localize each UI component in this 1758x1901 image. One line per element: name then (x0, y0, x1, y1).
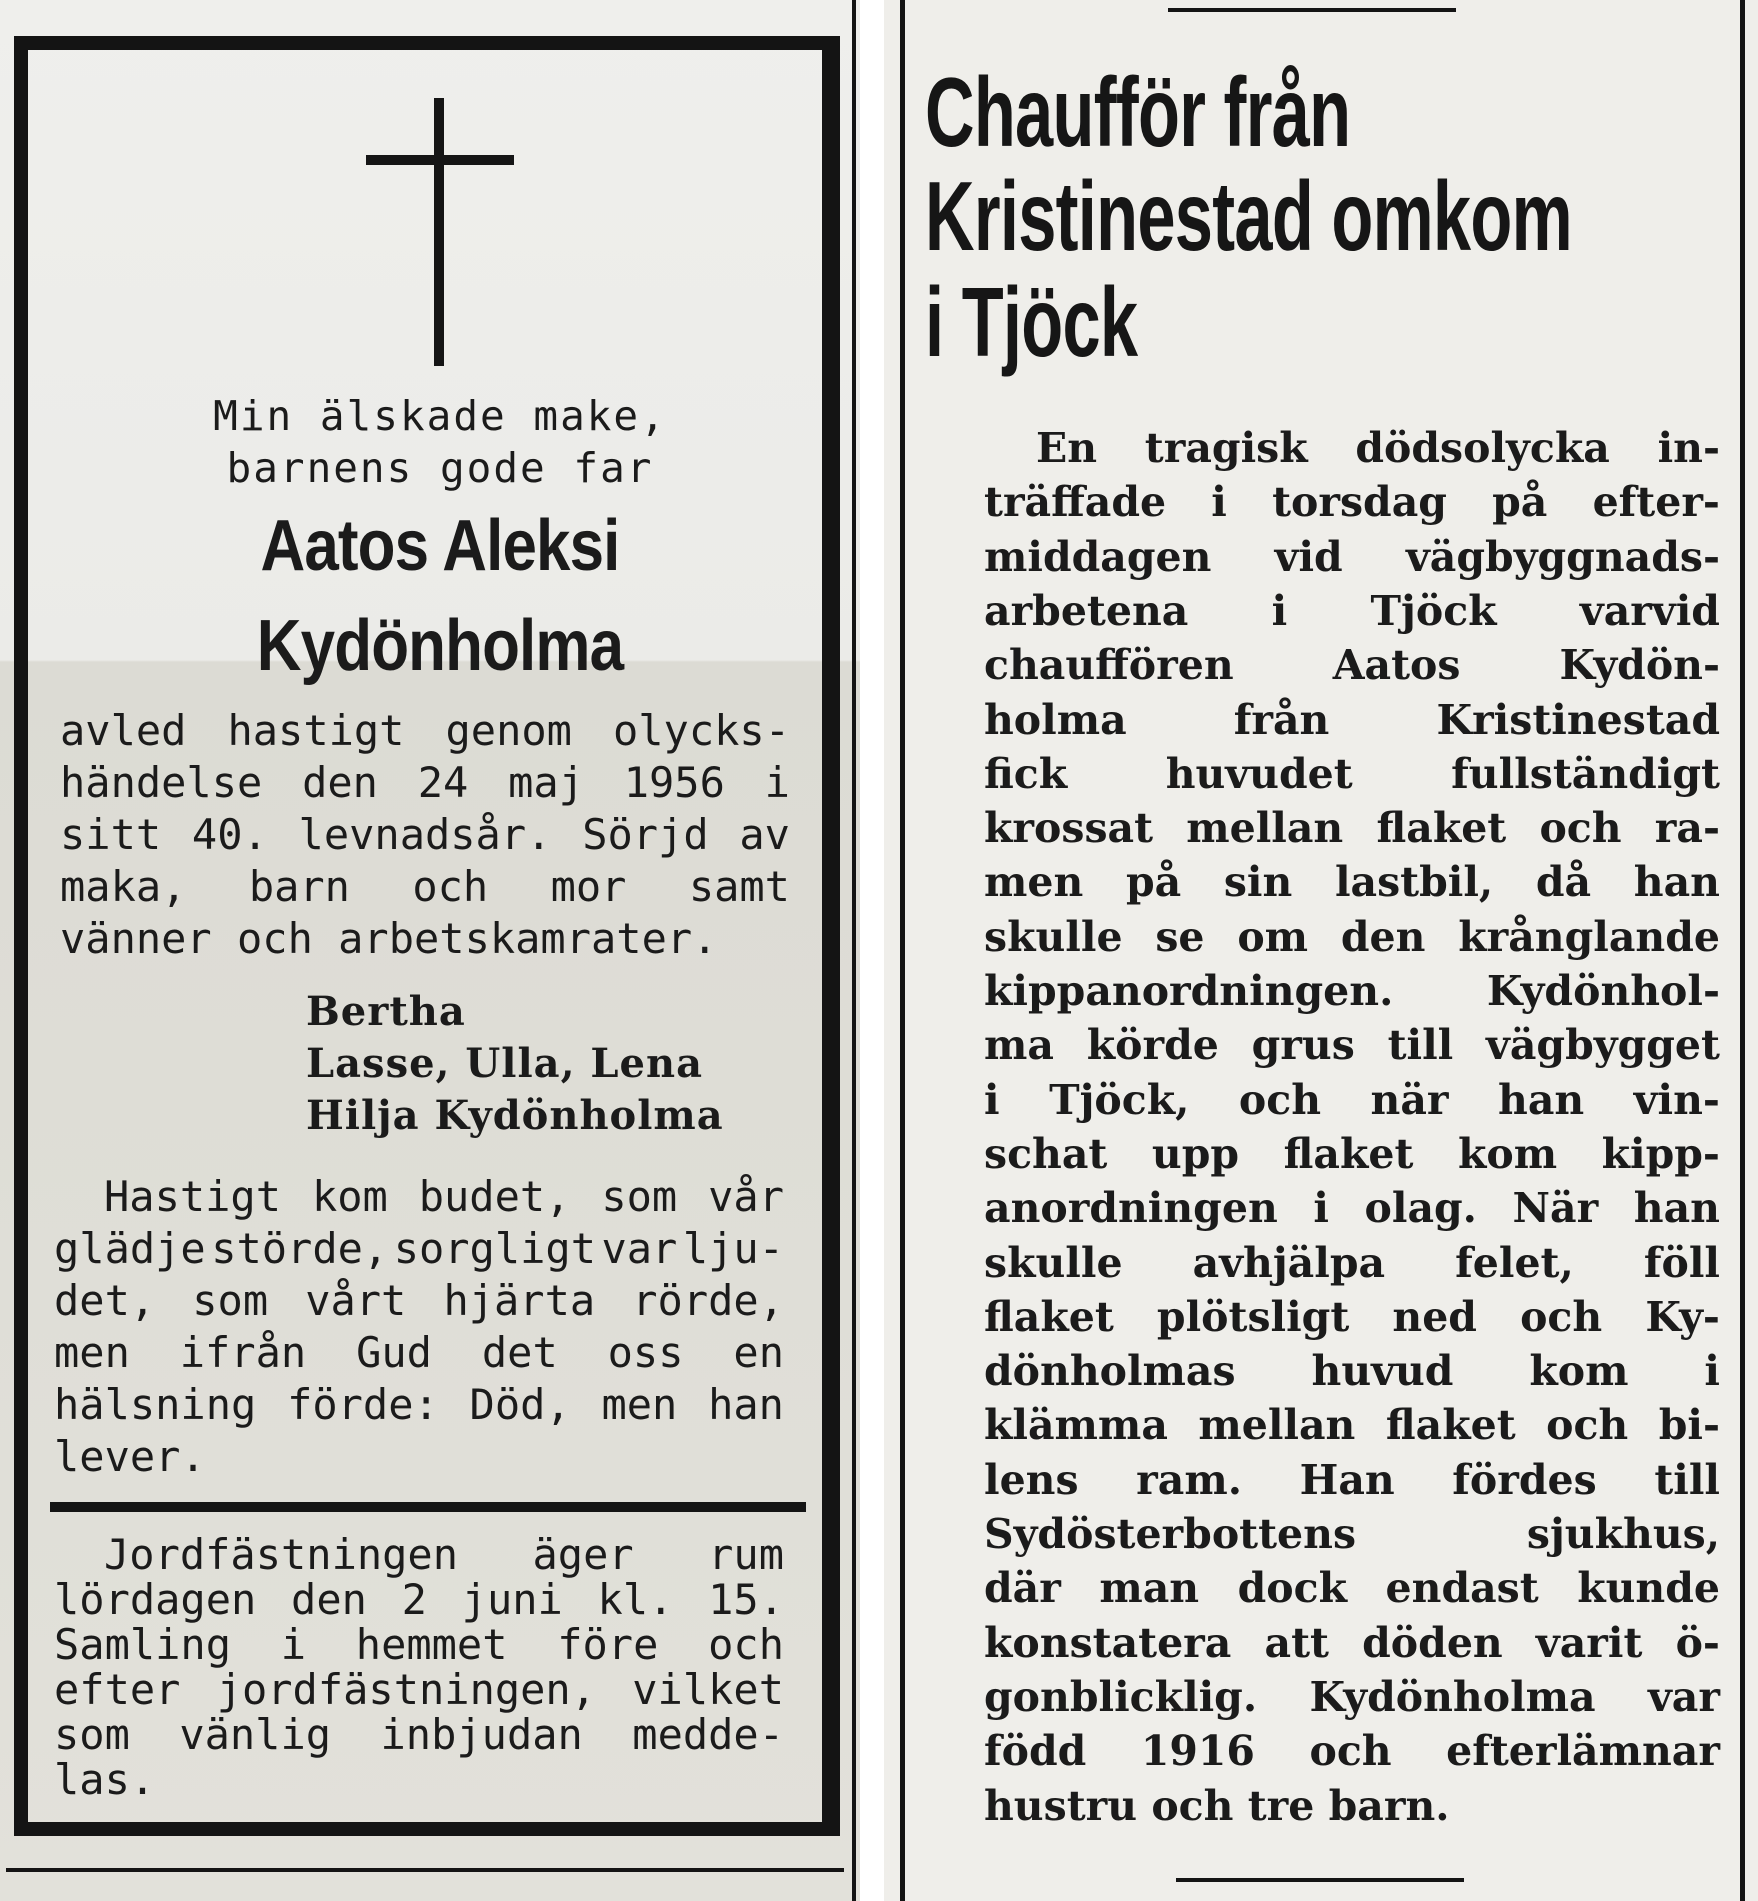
article-right-rule (1740, 0, 1745, 1901)
death-paragraph-line: sitt 40. levnadsår. Sörjd av (60, 810, 790, 859)
signature-line-2: Lasse, Ulla, Lena (306, 1040, 703, 1087)
signature-line-1: Bertha (306, 988, 466, 1035)
article-body-line: hustru och tre barn. (984, 1781, 1450, 1830)
death-paragraph-line: vänner och arbetskamrater. (60, 914, 718, 963)
verse-paragraph-line: lever. (54, 1432, 206, 1481)
signature-line-3: Hilja Kydönholma (306, 1092, 724, 1139)
notice-border-bottom (14, 1822, 840, 1836)
article-body-line: gonblicklig. Kydönholma var (984, 1672, 1720, 1721)
article-body-line: född 1916 och efterlämnar (984, 1727, 1720, 1776)
clipping-gap (860, 0, 884, 1901)
verse-paragraph-line: det, som vårt hjärta rörde, (54, 1276, 784, 1325)
article-body-line: där man dock endast kunde (984, 1564, 1720, 1613)
funeral-paragraph-line: lördagen den 2 juni kl. 15. (54, 1575, 784, 1624)
article-body-line: flaket plötsligt ned och Ky- (984, 1292, 1720, 1341)
verse-paragraph-line: men ifrån Gud det oss en (54, 1328, 784, 1377)
verse-paragraph-line: hälsning förde: Död, men han (54, 1380, 784, 1429)
death-paragraph-line: händelse den 24 maj 1956 i (60, 758, 790, 807)
article-body-line: lens ram. Han fördes till (984, 1455, 1720, 1504)
page-bottom-rule (6, 1868, 844, 1872)
deceased-name-line-1: Aatos Aleksi (260, 506, 620, 586)
verse-paragraph-line: Hastigt kom budet, som vår (104, 1172, 784, 1221)
article-body-line: klämma mellan flaket och bi- (984, 1401, 1720, 1450)
funeral-paragraph-line: efter jordfästningen, vilket (54, 1665, 784, 1714)
article-body-line: anordningen i olag. När han (984, 1184, 1720, 1233)
article-body-line: En tragisk dödsolycka in- (1036, 424, 1720, 472)
funeral-paragraph-line: Samling i hemmet före och (54, 1620, 784, 1669)
article-body-line: dönholmas huvud kom i (984, 1347, 1720, 1396)
notice-border-right (822, 50, 840, 1836)
headline-line-3: i Tjöck (925, 267, 1138, 377)
notice-border-left (14, 36, 28, 1836)
notice-intro-line-2: barnens gode far (226, 444, 654, 492)
article-body-line: chauffören Aatos Kydön- (984, 641, 1720, 690)
notice-border-top (24, 36, 840, 50)
verse-paragraph-line: glädje störde, sorgligt var lju- (54, 1224, 784, 1273)
article-body-line: schat upp flaket kom kipp- (984, 1129, 1720, 1178)
funeral-paragraph-line: las. (54, 1755, 156, 1804)
funeral-paragraph-line: Jordfästningen äger rum (104, 1530, 784, 1579)
article-body-line: arbetena i Tjöck varvid (984, 586, 1720, 635)
funeral-paragraph-line: som vänlig inbjudan medde- (54, 1710, 784, 1759)
article-body-line: middagen vid vägbyggnads- (984, 532, 1720, 581)
article-body-line: holma från Kristinestad (984, 695, 1720, 744)
article-body-line: krossat mellan flaket och ra- (984, 804, 1720, 853)
article-body-line: ma körde grus till vägbygget (984, 1021, 1720, 1070)
article-left-rule (900, 0, 905, 1901)
article-body-line: skulle avhjälpa felet, föll (984, 1238, 1720, 1287)
article-bottom-rule (1176, 1878, 1464, 1882)
article-body-line: men på sin lastbil, då han (984, 858, 1720, 907)
headline-line-2: Kristinestad omkom (925, 161, 1572, 271)
article-body-line: kippanordningen. Kydönhol- (984, 967, 1720, 1015)
page-right-rule (852, 0, 856, 1901)
article-body-line: träffade i torsdag på efter- (984, 478, 1720, 527)
article-body-line: Sydösterbottens sjukhus, (984, 1510, 1720, 1558)
article-body-line: skulle se om den krånglande (984, 912, 1720, 961)
headline-line-1: Chaufför från (925, 57, 1351, 167)
article-top-rule (1168, 8, 1456, 12)
notice-divider (50, 1502, 806, 1512)
death-paragraph-line: maka, barn och mor samt (60, 862, 790, 911)
article-body-line: konstatera att döden varit ö- (984, 1618, 1720, 1667)
death-paragraph-line: avled hastigt genom olycks- (60, 706, 790, 755)
article-body-line: i Tjöck, och när han vin- (984, 1075, 1720, 1124)
deceased-name-line-2: Kydönholma (256, 606, 624, 686)
article-body-line: fick huvudet fullständigt (984, 749, 1720, 798)
notice-intro-line-1: Min älskade make, (213, 392, 667, 440)
